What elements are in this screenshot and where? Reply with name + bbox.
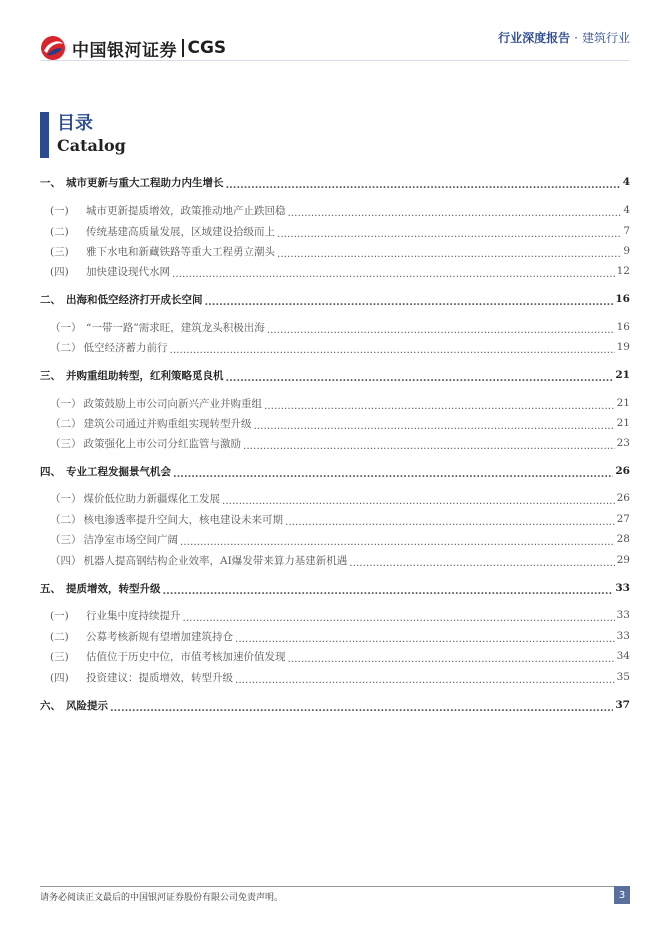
toc-dot-leader (235, 633, 615, 645)
toc-page-number: 16 (615, 293, 630, 305)
footer-disclaimer: 请务必阅读正文最后的中国银河证券股份有限公司免责声明。 (40, 893, 284, 903)
report-type-label (498, 29, 630, 46)
toc-page-number: 21 (616, 397, 630, 409)
toc-entry-title: “一带一路”需求旺，建筑龙头积极出海 (86, 321, 265, 334)
industry-label: 建筑行业 (581, 31, 630, 45)
report-type: 行业深度报告 (498, 31, 571, 45)
toc-section-entry[interactable] (40, 412, 630, 434)
toc-chapter-entry[interactable] (40, 694, 630, 716)
toc-page-number: 33 (616, 630, 630, 642)
toc-entry-title: 专业工程发掘景气机会 (66, 465, 171, 478)
header-separator: · (574, 31, 578, 45)
toc-entry-number: （二） (50, 417, 82, 430)
toc-entry-number: (二) (50, 225, 69, 238)
toc-page-number: 4 (622, 176, 630, 188)
toc-entry-number: （一） (50, 397, 82, 410)
toc-entry-number: （一） (50, 321, 82, 334)
page-header (0, 0, 662, 70)
toc-entry-title: 估值位于历史中位，市值考核加速价值发现 (86, 650, 286, 663)
toc-entry-number: （二） (50, 341, 82, 354)
toc-entry-title: 政策鼓励上市公司向新兴产业并购重组 (83, 397, 262, 410)
toc-entry-title: 核电渗透率提升空间大，核电建设未来可期 (83, 513, 283, 526)
toc-section-entry[interactable] (40, 336, 630, 358)
toc-entry-number: 一、 (40, 176, 61, 189)
toc-page-number: 21 (616, 417, 630, 429)
toc-entry-title: 城市更新与重大工程助力内生增长 (66, 176, 224, 189)
toc-entry-number: 六、 (40, 699, 61, 712)
toc-entry-title: 加快建设现代水网 (86, 265, 170, 278)
logo-separator (182, 39, 184, 57)
toc-dot-leader (205, 296, 614, 308)
toc-page-number: 19 (616, 341, 630, 353)
toc-dot-leader (172, 268, 615, 280)
toc-section-entry[interactable] (40, 392, 630, 414)
toc-entry-title: 机器人提高钢结构企业效率，AI爆发带来算力基建新机遇 (83, 554, 348, 567)
toc-dot-leader (277, 228, 621, 240)
toc-page-number: 34 (616, 650, 630, 662)
toc-entry-title: 建筑公司通过并购重组实现转型升级 (83, 417, 252, 430)
toc-section-entry[interactable] (40, 220, 630, 242)
toc-dot-leader (110, 702, 613, 714)
toc-entry-number: (一) (50, 204, 69, 217)
toc-entry-number: (三) (50, 245, 69, 258)
toc-page-number: 26 (615, 465, 630, 477)
toc-section-entry[interactable] (40, 625, 630, 647)
toc-dot-leader (226, 372, 614, 384)
toc-dot-leader (180, 536, 615, 548)
toc-page-number: 28 (616, 533, 630, 545)
toc-page-number: 33 (616, 609, 630, 621)
toc-entry-number: (四) (50, 671, 69, 684)
toc-entry-number: 二、 (40, 293, 61, 306)
toc-section-entry[interactable] (40, 666, 630, 688)
toc-dot-leader (235, 674, 615, 686)
toc-section-entry[interactable] (40, 199, 630, 221)
toc-entry-number: 五、 (40, 582, 61, 595)
toc-dot-leader (243, 440, 615, 452)
toc-entry-title: 提质增效，转型升级 (66, 582, 161, 595)
toc-entry-title: 低空经济蓄力前行 (83, 341, 168, 354)
header-divider (40, 60, 630, 61)
toc-section-entry[interactable] (40, 240, 630, 262)
toc-title-cn: 目录 (57, 113, 93, 134)
toc-entry-title: 传统基建高质量发展，区域建设拾级而上 (86, 225, 275, 238)
toc-chapter-entry[interactable] (40, 577, 630, 599)
toc-page-number: 35 (616, 671, 630, 683)
toc-dot-leader (163, 585, 614, 597)
toc-entry-title: 城市更新提质增效，政策推动地产止跌回稳 (86, 204, 286, 217)
toc-title-en: Catalog (57, 136, 126, 155)
toc-page-number: 29 (616, 554, 630, 566)
toc-section-entry[interactable] (40, 508, 630, 530)
toc-entry-number: (四) (50, 265, 69, 278)
toc-entry-title: 政策强化上市公司分红监管与激励 (83, 437, 241, 450)
toc-entry-number: （二） (50, 513, 82, 526)
toc-chapter-entry[interactable] (40, 364, 630, 386)
toc-section-entry[interactable] (40, 316, 630, 338)
toc-page-number: 4 (623, 204, 630, 216)
toc-entry-number: (一) (50, 609, 69, 622)
toc-section-entry[interactable] (40, 260, 630, 282)
toc-section-entry[interactable] (40, 645, 630, 667)
toc-page-number: 9 (623, 245, 630, 257)
toc-entry-number: (二) (50, 630, 69, 643)
toc-section-entry[interactable] (40, 528, 630, 550)
toc-dot-leader (170, 344, 615, 356)
toc-page-number: 37 (615, 699, 630, 711)
toc-entry-title: 投资建议：提质增效，转型升级 (86, 671, 233, 684)
toc-page-number: 21 (615, 369, 630, 381)
toc-entry-number: 三、 (40, 369, 61, 382)
toc-page-number: 27 (616, 513, 630, 525)
toc-entry-title: 洁净室市场空间广阔 (83, 533, 178, 546)
toc-dot-leader (173, 468, 613, 480)
toc-chapter-entry[interactable] (40, 460, 630, 482)
toc-page-number: 12 (616, 265, 630, 277)
toc-entry-number: （一） (50, 492, 82, 505)
toc-dot-leader (288, 207, 622, 219)
toc-section-entry[interactable] (40, 432, 630, 454)
toc-dot-leader (349, 557, 614, 569)
logo-en-text: CGS (187, 38, 227, 58)
toc-section-entry[interactable] (40, 604, 630, 626)
toc-dot-leader (285, 516, 615, 528)
toc-entry-number: 四、 (40, 465, 61, 478)
toc-dot-leader (254, 420, 615, 432)
title-accent-bar (40, 112, 49, 158)
toc-entry-title: 风险提示 (66, 699, 108, 712)
toc-section-entry[interactable] (40, 549, 630, 571)
galaxy-logo-icon (40, 35, 66, 61)
toc-chapter-entry[interactable] (40, 288, 630, 310)
toc-entry-title: 行业集中度持续提升 (86, 609, 181, 622)
footer-divider (40, 886, 630, 887)
toc-entry-number: （四） (50, 554, 82, 567)
toc-dot-leader (277, 248, 621, 260)
toc-dot-leader (267, 324, 615, 336)
toc-dot-leader (226, 179, 621, 191)
toc-dot-leader (264, 400, 615, 412)
toc-chapter-entry[interactable] (40, 171, 630, 193)
toc-entry-title: 雅下水电和新藏铁路等重大工程勇立潮头 (86, 245, 275, 258)
toc-page-number: 16 (616, 321, 630, 333)
toc-page-number: 23 (616, 437, 630, 449)
toc-page-number: 7 (623, 225, 630, 237)
toc-dot-leader (183, 612, 615, 624)
toc-page-number: 33 (615, 582, 630, 594)
toc-entry-number: （三） (50, 437, 82, 450)
toc-dot-leader (222, 495, 615, 507)
company-logo (40, 35, 226, 61)
toc-dot-leader (288, 653, 615, 665)
toc-entry-number: (三) (50, 650, 69, 663)
toc-entry-number: （三） (50, 533, 82, 546)
page-number: 3 (614, 886, 630, 904)
toc-entry-title: 公募考核新规有望增加建筑持仓 (86, 630, 233, 643)
toc-entry-title: 并购重组助转型，红利策略觅良机 (66, 369, 224, 382)
toc-entry-title: 煤价低位助力新疆煤化工发展 (83, 492, 220, 505)
toc-section-entry[interactable] (40, 487, 630, 509)
logo-cn-text: 中国银河证券 (72, 40, 177, 61)
toc-page-number: 26 (616, 492, 630, 504)
toc-entry-title: 出海和低空经济打开成长空间 (66, 293, 203, 306)
